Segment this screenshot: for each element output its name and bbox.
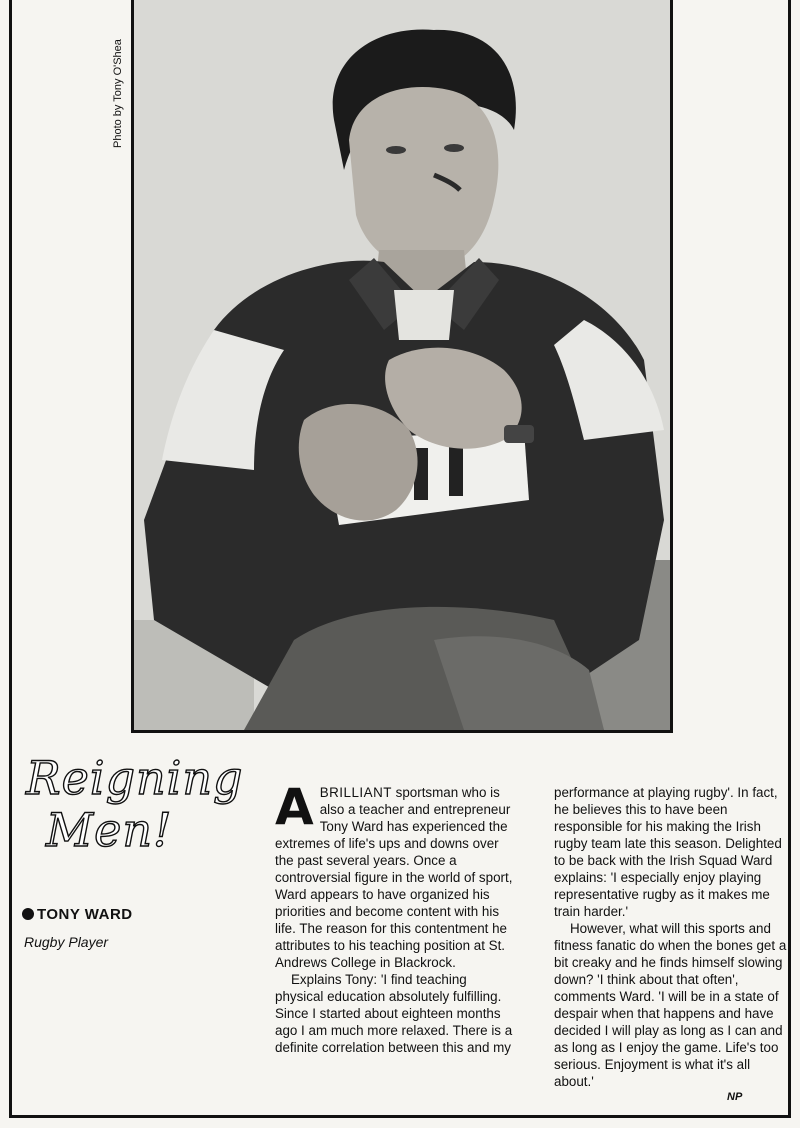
portrait-illustration [134,0,670,730]
photo-credit: Photo by Tony O'Shea [112,39,124,148]
portrait-photo [131,0,673,733]
article-paragraph-4: However, what will this sports and fitness fanatic do when the bones get a bit creaky and he finds himself slowing down? 'I think about that often', comments Ward. 'I will be in a state of despair when that happens and have decided I will play as long as I can and as long as I enjoy the game. Life's too serious. Enjoyment is what it's all about.' [554,921,787,1089]
profile-role: Rugby Player [24,934,109,950]
article-paragraph-2: Explains Tony: 'I find teaching physical education absolutely fulfilling. Since I started about eighteen months ago I am much more relaxed. There is a definite correlation between this and my [275,972,513,1055]
page-border-left [9,0,12,1118]
profile-name [22,906,133,923]
bullet-icon [22,908,34,920]
headline [26,751,244,857]
paragraph-1-text: sportsman who is also a teacher and entrepreneur Tony Ward has experienced the extremes of life's ups and downs over the past several years. Once a controversial figure in the world of sport, Ward appears to have organized his priorities and become content with his life. The reason for this contentment he attributes to his teaching position at St. Andrews College in Blackrock. [275,785,513,970]
page-border-bottom [9,1115,791,1118]
drop-cap: A [275,778,314,836]
profile-name-text: TONY WARD [37,906,133,923]
headline-line-2: Men! [46,803,173,857]
article-column-1 [275,778,513,1056]
article-paragraph-3: performance at playing rugby'. In fact, he believes this to have been responsible for his making the Irish rugby team late this season. Delighted to be back with the Irish Squad Ward explains: 'I especially enjoy playing representative rugby as it makes me train harder.' [554,785,782,919]
article-column-2 [554,784,792,1090]
lead-word: BRILLIANT [319,785,392,800]
headline-line-1: Reigning [26,751,244,805]
article-body [275,778,787,1110]
author-initials: NP [727,1091,743,1103]
article-paragraph-1 [275,778,513,971]
